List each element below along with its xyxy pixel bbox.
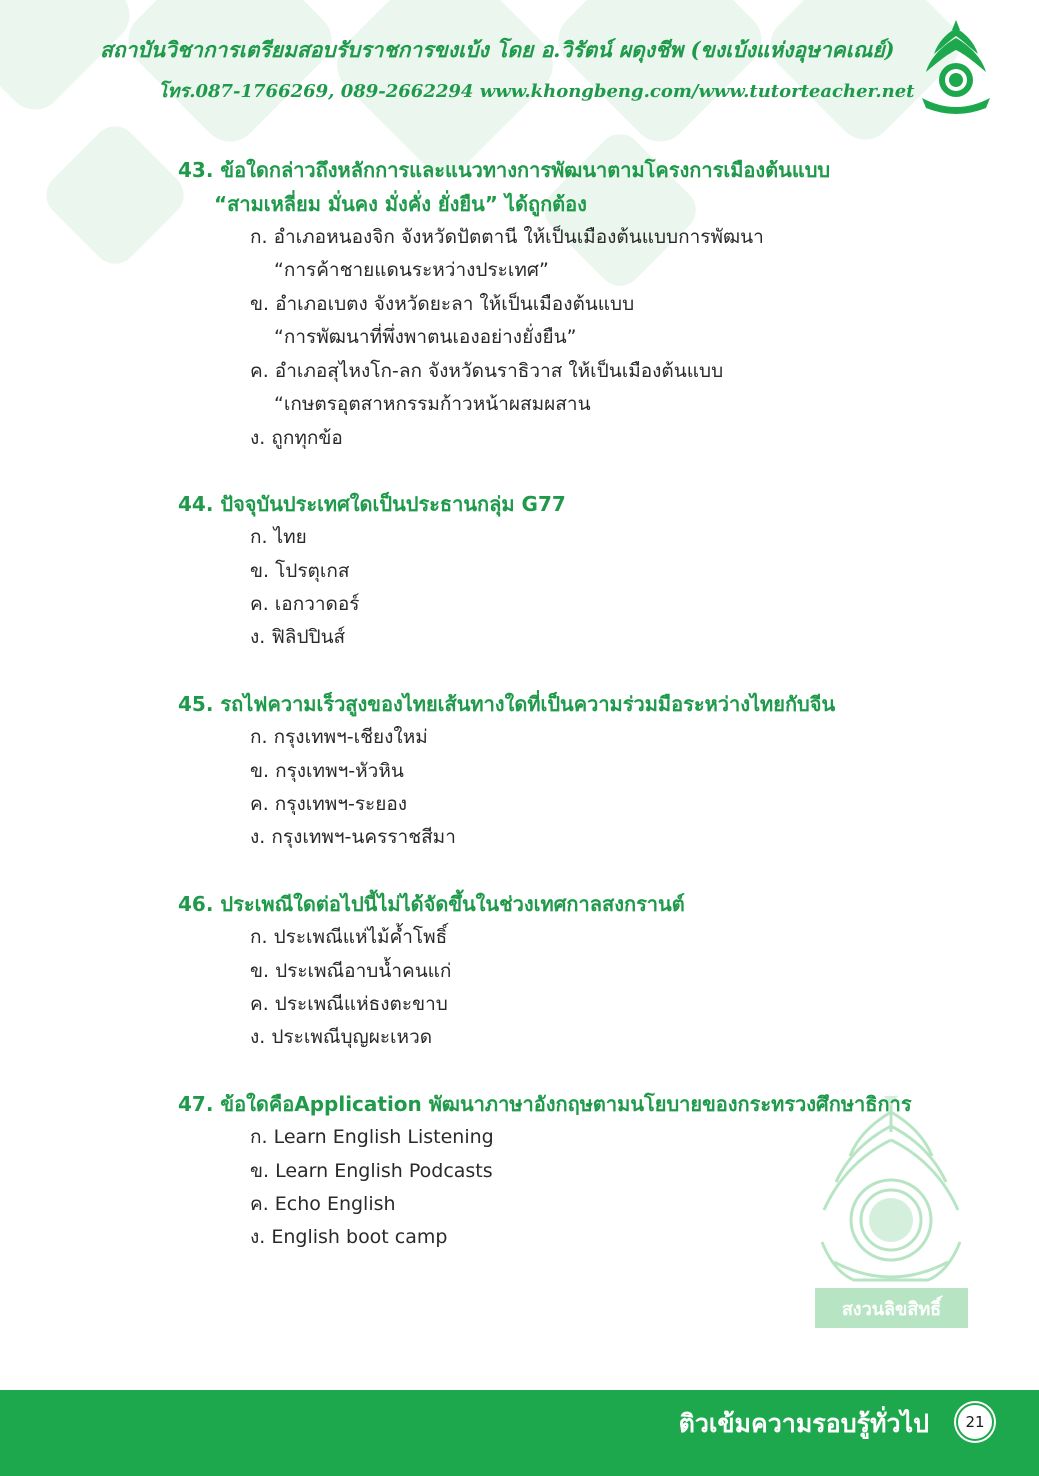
- question-title-continued: “สามเหลี่ยม มั่นคง มั่งคั่ง ยั่งยืน” ได้ถูกต้อง: [214, 192, 587, 216]
- copyright-label: สงวนลิขสิทธิ์: [815, 1288, 968, 1328]
- answer-option: ข. อำเภอเบตง จังหวัดยะลา ให้เป็นเมืองต้นแบบ: [250, 293, 635, 315]
- institute-emblem-icon: [916, 16, 996, 116]
- answer-option: ค. กรุงเทพฯ-ระยอง: [250, 793, 408, 815]
- answer-option: ง. ประเพณีบุญผะเหวด: [250, 1026, 433, 1048]
- answer-option: ค. Echo English: [250, 1193, 396, 1215]
- answer-option: ค. เอกวาดอร์: [250, 593, 360, 615]
- answer-option: ข. Learn English Podcasts: [250, 1160, 493, 1182]
- question-title: 47. ข้อใดคือApplication พัฒนาภาษาอังกฤษตามนโยบายของกระทรวงศึกษาธิการ: [178, 1092, 912, 1116]
- answer-option-continued: “การค้าชายแดนระหว่างประเทศ”: [274, 259, 549, 281]
- answer-option: ค. อำเภอสุไหงโก-ลก จังหวัดนราธิวาส ให้เป็นเมืองต้นแบบ: [250, 360, 724, 382]
- answer-option: ค. ประเพณีแห่ธงตะขาบ: [250, 993, 448, 1015]
- answer-option: ข. ประเพณีอาบน้ำคนแก่: [250, 960, 452, 982]
- answer-option: ง. English boot camp: [250, 1226, 448, 1248]
- page-header: [0, 0, 1039, 120]
- answer-option: ง. ถูกทุกข้อ: [250, 427, 343, 449]
- question-title: 43. ข้อใดกล่าวถึงหลักการและแนวทางการพัฒนาตามโครงการเมืองต้นแบบ: [178, 158, 831, 182]
- answer-option-continued: “การพัฒนาที่พึ่งพาตนเองอย่างยั่งยืน”: [274, 326, 577, 348]
- question-title: 44. ปัจจุบันประเทศใดเป็นประธานกลุ่ม G77: [178, 492, 566, 516]
- answer-option: ก. Learn English Listening: [250, 1126, 494, 1148]
- answer-option-continued: “เกษตรอุตสาหกรรมก้าวหน้าผสมผสาน: [274, 393, 591, 415]
- answer-option: ข. โปรตุเกส: [250, 560, 350, 582]
- page-footer: [0, 1390, 1039, 1476]
- footer-book-title: ติวเข้มความรอบรู้ทั่วไป: [678, 1409, 929, 1438]
- answer-option: ก. กรุงเทพฯ-เชียงใหม่: [250, 726, 428, 748]
- header-contact-line: โทร.087-1766269, 089-2662294 www.khongbeng.com/www.tutorteacher.net: [158, 81, 915, 102]
- page-number-badge: 21: [956, 1403, 994, 1441]
- answer-option: ง. ฟิลิปปินส์: [250, 626, 346, 648]
- answer-option: ข. กรุงเทพฯ-หัวหิน: [250, 760, 404, 782]
- question-title: 46. ประเพณีใดต่อไปนี้ไม่ได้จัดขึ้นในช่วงเทศกาลสงกรานต์: [178, 892, 685, 916]
- answer-option: ก. อำเภอหนองจิก จังหวัดปัตตานี ให้เป็นเมืองต้นแบบการพัฒนา: [250, 226, 764, 248]
- answer-option: ก. ไทย: [250, 526, 307, 548]
- header-institute-name: สถาบันวิชาการเตรียมสอบรับราชการขงเบ้ง โดย อ.วิรัตน์ ผดุงชีพ (ขงเบ้งแห่งอุษาคเณย์): [100, 37, 895, 62]
- answer-option: ง. กรุงเทพฯ-นครราชสีมา: [250, 826, 456, 848]
- question-title: 45. รถไฟความเร็วสูงของไทยเส้นทางใดที่เป็นความร่วมมือระหว่างไทยกับจีน: [178, 692, 836, 716]
- answer-option: ก. ประเพณีแห่ไม้ค้ำโพธิ์: [250, 926, 448, 948]
